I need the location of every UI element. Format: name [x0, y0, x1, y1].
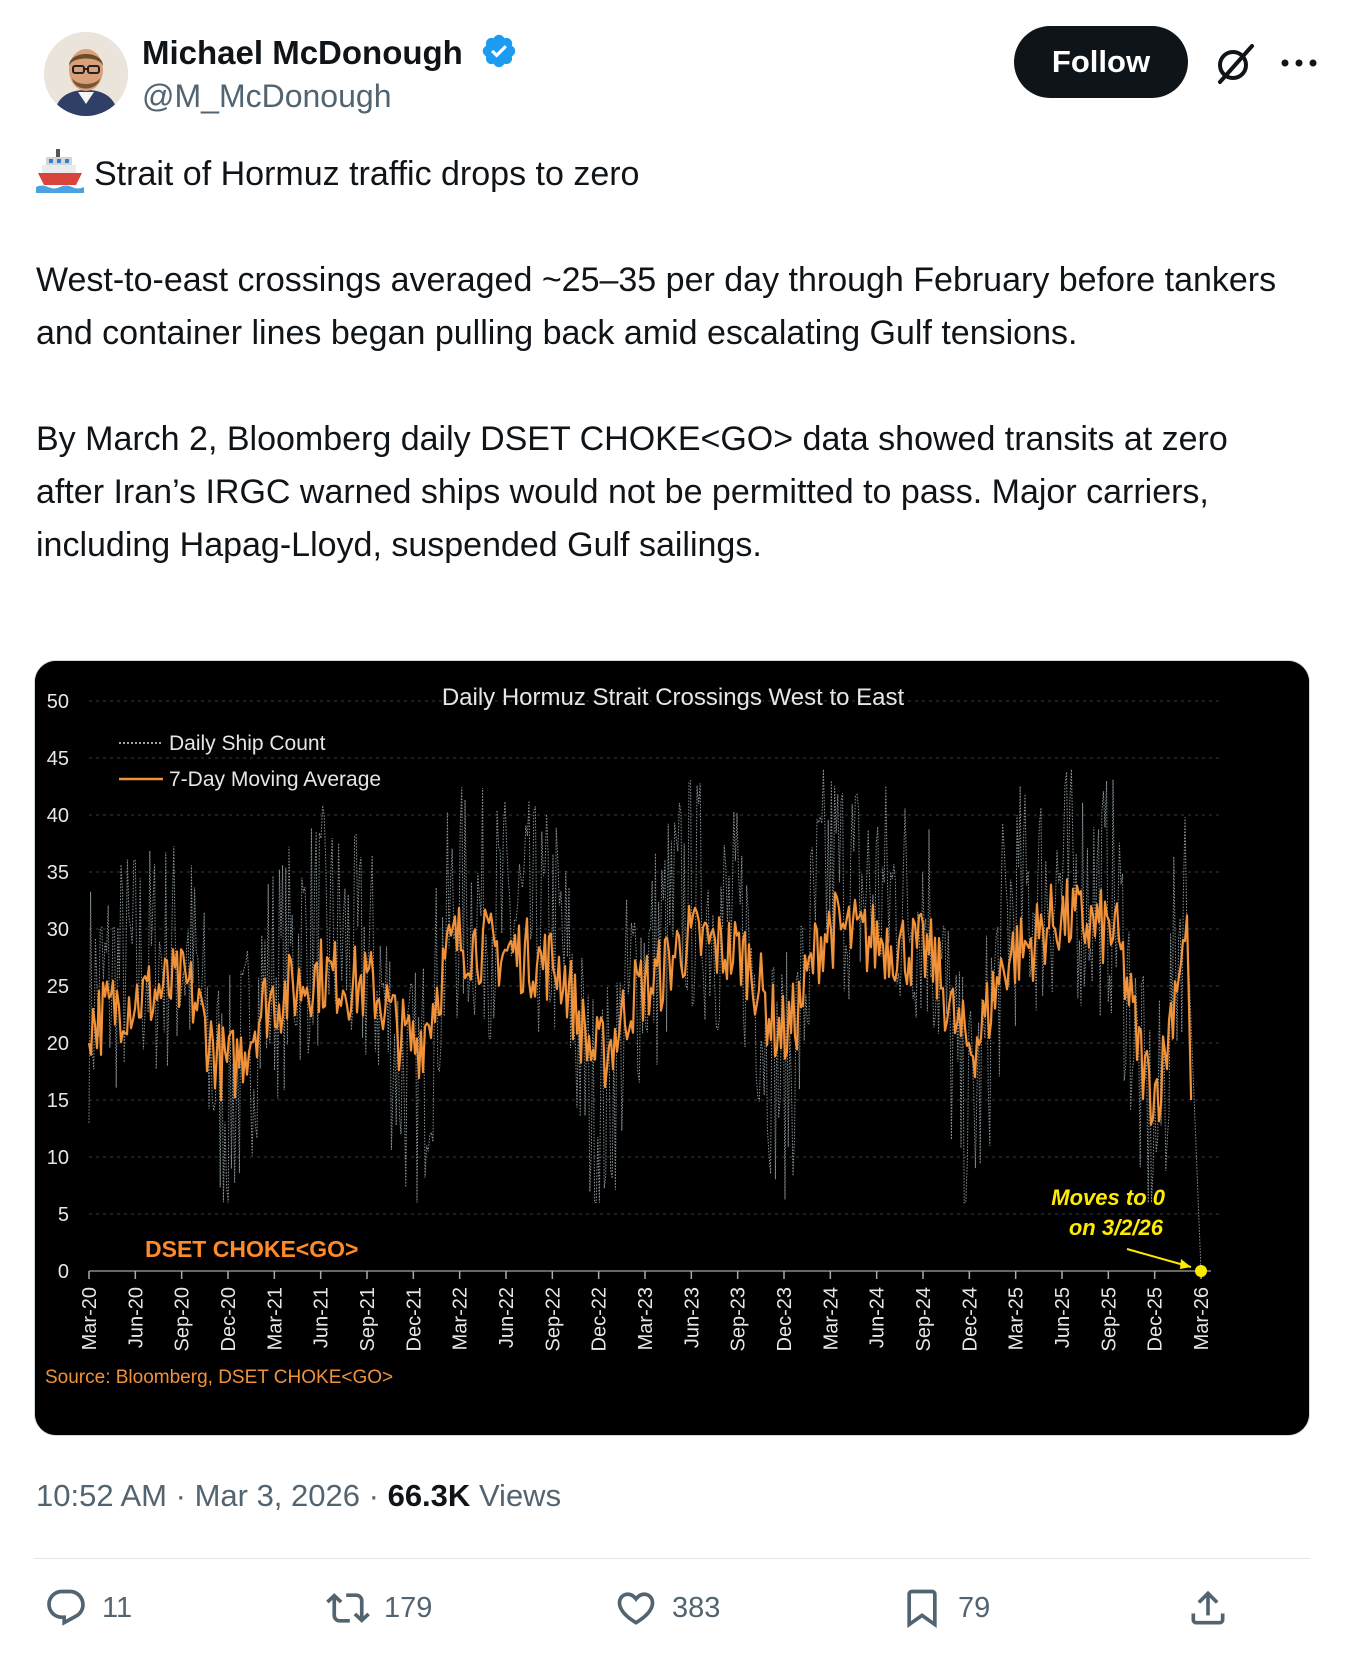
x-tick-label: Mar-23: [635, 1287, 657, 1351]
x-tick-label: Jun-22: [496, 1287, 518, 1349]
like-button[interactable]: [614, 1583, 720, 1633]
tweet-time[interactable]: 10:52 AM: [36, 1478, 167, 1513]
brand-label: DSET CHOKE<GO>: [145, 1236, 359, 1262]
legend-label-daily: Daily Ship Count: [169, 732, 326, 755]
y-tick-label: 25: [46, 976, 69, 998]
legend-label-average: 7-Day Moving Average: [169, 768, 382, 791]
meta-separator: ·: [368, 1478, 379, 1513]
avatar-portrait-icon: [44, 32, 128, 116]
share-icon: [1186, 1586, 1230, 1630]
grok-icon[interactable]: [1210, 38, 1260, 88]
x-tick-label: Mar-24: [820, 1287, 843, 1351]
views-label: Views: [478, 1478, 562, 1513]
follow-button[interactable]: Follow: [1014, 26, 1188, 98]
tweet-paragraph-2: By March 2, Bloomberg daily DSET CHOKE<GO> data showed transits at zero after Iran’s IRGC warned ships would not be permitted to pass. Major carriers, including Hapag-Lloyd, suspended Gulf sailings.: [36, 420, 1228, 564]
x-tick-label: Sep-24: [913, 1287, 935, 1352]
reply-button[interactable]: [44, 1583, 132, 1633]
x-tick-label: Dec-22: [588, 1287, 611, 1352]
share-button[interactable]: [1186, 1583, 1230, 1633]
y-tick-label: 15: [46, 1090, 69, 1112]
reply-icon: [44, 1586, 88, 1630]
tweet-body: [36, 148, 1296, 572]
ship-emoji-icon: [36, 149, 84, 193]
x-tick-label: Mar-22: [449, 1287, 472, 1351]
annotation-line-1: Moves to 0: [1051, 1185, 1165, 1210]
x-tick-label: Sep-21: [357, 1287, 379, 1352]
repost-count: 179: [384, 1591, 433, 1624]
tweet-date[interactable]: Mar 3, 2026: [194, 1478, 360, 1513]
x-tick-label: Jun-23: [681, 1287, 704, 1349]
tweet-headline: Strait of Hormuz traffic drops to zero: [94, 155, 640, 193]
author-name[interactable]: Michael McDonough: [142, 34, 463, 71]
meta-separator: ·: [175, 1478, 186, 1513]
annotation-line-2: on 3/2/26: [1068, 1215, 1163, 1240]
x-tick-label: Mar-21: [264, 1287, 287, 1351]
heart-icon: [614, 1586, 658, 1630]
x-tick-label: Dec-21: [403, 1287, 426, 1352]
bookmark-icon: [900, 1586, 944, 1630]
divider: [34, 1558, 1310, 1559]
verified-badge-icon: [480, 32, 518, 70]
reply-count: 11: [102, 1591, 133, 1624]
y-tick-label: 10: [46, 1147, 69, 1169]
bookmark-count: 79: [958, 1591, 991, 1624]
x-tick-label: Mar-25: [1005, 1287, 1028, 1351]
x-tick-label: Dec-25: [1144, 1287, 1167, 1352]
chart-svg: [35, 661, 1310, 1436]
action-bar: [34, 1575, 1310, 1645]
repost-icon: [326, 1586, 370, 1630]
x-tick-label: Mar-20: [79, 1287, 101, 1351]
y-tick-label: 40: [46, 805, 69, 827]
tweet-header: [34, 26, 1314, 122]
more-options-icon[interactable]: [1274, 40, 1324, 86]
y-tick-label: 0: [57, 1261, 69, 1283]
chart-source: Source: Bloomberg, DSET CHOKE<GO>: [45, 1367, 394, 1388]
views-count: 66.3K: [387, 1478, 471, 1513]
y-tick-label: 20: [46, 1033, 69, 1055]
chart-image[interactable]: [34, 660, 1310, 1436]
zero-point-marker: [1195, 1265, 1207, 1277]
y-tick-label: 45: [46, 748, 69, 770]
bookmark-button[interactable]: [900, 1583, 990, 1633]
x-tick-label: Jun-24: [866, 1287, 889, 1349]
tweet-meta: [36, 1478, 561, 1514]
y-tick-label: 35: [46, 862, 69, 884]
chart-title: Daily Hormuz Strait Crossings West to East: [441, 684, 905, 711]
x-tick-label: Sep-20: [171, 1287, 194, 1352]
x-tick-label: Sep-25: [1098, 1287, 1121, 1352]
x-tick-label: Dec-23: [774, 1287, 796, 1352]
tweet-headline-line: [36, 148, 1296, 201]
x-tick-label: Sep-22: [542, 1287, 565, 1352]
y-tick-label: 5: [57, 1204, 69, 1226]
author-handle[interactable]: @M_McDonough: [142, 78, 392, 114]
x-tick-label: Mar-26: [1191, 1287, 1213, 1351]
y-tick-label: 50: [46, 691, 69, 713]
x-tick-label: Jun-21: [310, 1287, 333, 1349]
x-tick-label: Jun-25: [1052, 1287, 1074, 1349]
tweet-paragraph-1: West-to-east crossings averaged ~25–35 per day through February before tankers and container lines began pulling back amid escalating Gulf tensions.: [36, 261, 1277, 352]
avatar[interactable]: [44, 32, 128, 116]
like-count: 383: [672, 1591, 721, 1624]
repost-button[interactable]: [326, 1583, 432, 1633]
x-tick-label: Dec-20: [218, 1287, 240, 1352]
x-tick-label: Sep-23: [727, 1287, 750, 1352]
x-tick-label: Dec-24: [959, 1287, 982, 1352]
x-tick-label: Jun-20: [125, 1287, 148, 1349]
y-tick-label: 30: [46, 919, 69, 941]
